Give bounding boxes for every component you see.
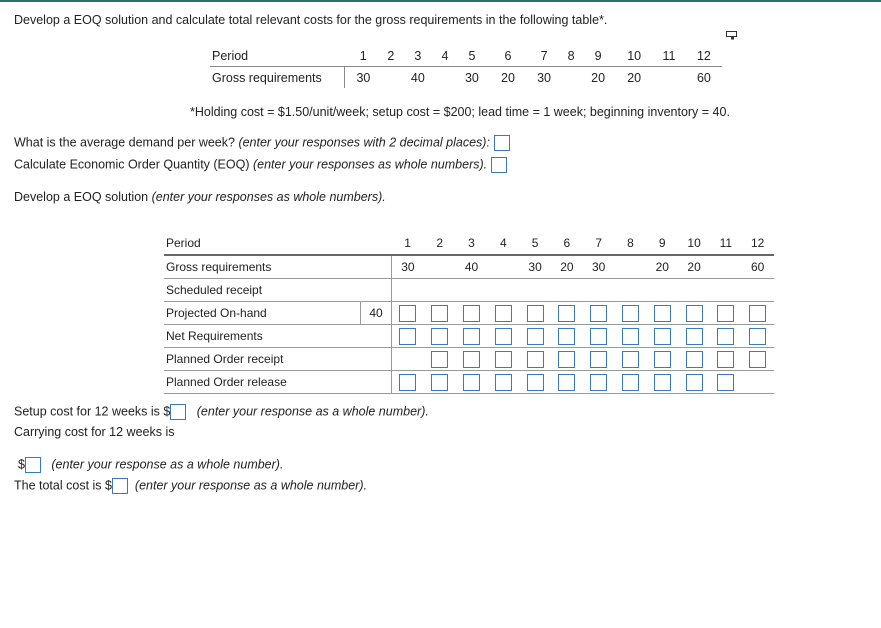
gross-cell: 20 bbox=[627, 70, 642, 85]
order-release-input[interactable] bbox=[622, 374, 639, 391]
setup-cost-text: Setup cost for 12 weeks is $ bbox=[14, 404, 171, 419]
on-hand-input[interactable] bbox=[558, 305, 575, 322]
blank-cell bbox=[456, 279, 488, 302]
total-cost-line bbox=[14, 478, 367, 494]
blank-cell bbox=[742, 279, 774, 302]
requirements-table bbox=[210, 45, 722, 88]
on-hand-input[interactable] bbox=[431, 305, 448, 322]
question-eoq bbox=[14, 157, 507, 173]
setup-cost-hint: (enter your response as a whole number). bbox=[196, 404, 429, 419]
carrying-cost-line bbox=[18, 457, 283, 473]
order-receipt-input[interactable] bbox=[558, 351, 575, 368]
gross-cell bbox=[382, 67, 400, 89]
gross-cell: 30 bbox=[356, 70, 371, 85]
period-cell: 12 bbox=[742, 232, 774, 255]
dollar-sign: $ bbox=[18, 457, 25, 472]
eoq-input[interactable] bbox=[491, 157, 507, 173]
gross-cell bbox=[424, 255, 456, 279]
gross-cell: 60 bbox=[742, 255, 774, 279]
period-cell: 2 bbox=[382, 45, 400, 67]
cost-note: *Holding cost = $1.50/unit/week; setup cost = $200; lead time = 1 week; beginning inventory = 40. bbox=[190, 105, 730, 119]
net-req-input[interactable] bbox=[717, 328, 734, 345]
net-req-input[interactable] bbox=[590, 328, 607, 345]
gross-cell: 30 bbox=[537, 70, 551, 85]
order-release-input[interactable] bbox=[527, 374, 544, 391]
period-cell: 2 bbox=[424, 232, 456, 255]
on-hand-input[interactable] bbox=[686, 305, 703, 322]
order-receipt-input[interactable] bbox=[590, 351, 607, 368]
question-eoq-solution bbox=[14, 190, 386, 204]
planned-order-release-row bbox=[164, 371, 774, 394]
blank-cell bbox=[361, 348, 392, 371]
order-receipt-input[interactable] bbox=[717, 351, 734, 368]
period-cell: 7 bbox=[526, 45, 562, 67]
period-label: Period bbox=[210, 45, 345, 67]
blank-cell bbox=[392, 279, 424, 302]
carrying-cost-hint: (enter your response as a whole number). bbox=[51, 457, 284, 472]
net-req-input[interactable] bbox=[749, 328, 766, 345]
period-cell: 5 bbox=[519, 232, 551, 255]
blank-cell bbox=[678, 279, 710, 302]
on-hand-input[interactable] bbox=[654, 305, 671, 322]
order-release-input[interactable] bbox=[399, 374, 416, 391]
on-hand-input[interactable] bbox=[463, 305, 480, 322]
projected-on-hand-row bbox=[164, 302, 774, 325]
question-avg-demand bbox=[14, 135, 510, 151]
period-cell: 7 bbox=[583, 232, 615, 255]
blank-cell bbox=[361, 232, 392, 255]
gross-cell bbox=[562, 67, 580, 89]
blank-cell bbox=[710, 279, 742, 302]
period-cell: 12 bbox=[686, 45, 722, 67]
total-cost-text: The total cost is $ bbox=[14, 478, 112, 493]
blank-cell bbox=[646, 279, 678, 302]
intro-text: Develop a EOQ solution and calculate total relevant costs for the gross requirements in the following table*. bbox=[14, 13, 608, 27]
order-release-input[interactable] bbox=[463, 374, 480, 391]
net-req-input[interactable] bbox=[686, 328, 703, 345]
row-label: Gross requirements bbox=[164, 255, 361, 279]
on-hand-input[interactable] bbox=[495, 305, 512, 322]
gross-cell: 60 bbox=[696, 70, 711, 85]
carrying-cost-text: Carrying cost for 12 weeks is bbox=[14, 425, 175, 439]
order-receipt-input[interactable] bbox=[654, 351, 671, 368]
top-accent-bar bbox=[0, 0, 881, 2]
period-cell: 1 bbox=[392, 232, 424, 255]
blank-cell bbox=[551, 279, 583, 302]
gross-cell bbox=[615, 255, 647, 279]
gross-row bbox=[210, 67, 722, 89]
row-label: Planned Order release bbox=[164, 371, 361, 394]
question-text: Calculate Economic Order Quantity (EOQ) bbox=[14, 157, 253, 172]
blank-cell bbox=[392, 348, 424, 371]
gross-cell: 30 bbox=[583, 255, 615, 279]
order-release-input[interactable] bbox=[495, 374, 512, 391]
period-cell: 10 bbox=[616, 45, 652, 67]
row-label: Projected On-hand bbox=[164, 302, 361, 325]
order-receipt-input[interactable] bbox=[527, 351, 544, 368]
gross-cell: 40 bbox=[410, 70, 425, 85]
order-release-input[interactable] bbox=[431, 374, 448, 391]
carrying-cost-input[interactable] bbox=[25, 457, 41, 473]
gross-requirements-row bbox=[164, 255, 774, 279]
blank-cell bbox=[615, 279, 647, 302]
gross-cell: 20 bbox=[591, 70, 606, 85]
order-receipt-input[interactable] bbox=[495, 351, 512, 368]
avg-demand-input[interactable] bbox=[494, 135, 510, 151]
on-hand-input[interactable] bbox=[527, 305, 544, 322]
blank-cell bbox=[742, 371, 774, 394]
period-cell: 1 bbox=[345, 45, 382, 67]
order-release-input[interactable] bbox=[717, 374, 734, 391]
blank-cell bbox=[361, 279, 392, 302]
period-cell: 6 bbox=[490, 45, 526, 67]
period-cell: 8 bbox=[615, 232, 647, 255]
period-row bbox=[164, 232, 774, 255]
row-label: Planned Order receipt bbox=[164, 348, 361, 371]
blank-cell bbox=[361, 371, 392, 394]
period-row bbox=[210, 45, 722, 67]
mrp-table bbox=[164, 232, 774, 394]
period-cell: 3 bbox=[456, 232, 488, 255]
blank-cell bbox=[519, 279, 551, 302]
order-receipt-input[interactable] bbox=[431, 351, 448, 368]
total-cost-input[interactable] bbox=[112, 478, 128, 494]
order-release-input[interactable] bbox=[558, 374, 575, 391]
net-req-input[interactable] bbox=[399, 328, 416, 345]
order-receipt-input[interactable] bbox=[622, 351, 639, 368]
gross-cell: 20 bbox=[646, 255, 678, 279]
period-label: Period bbox=[164, 232, 361, 255]
period-cell: 4 bbox=[487, 232, 519, 255]
row-label: Scheduled receipt bbox=[164, 279, 361, 302]
period-cell: 8 bbox=[562, 45, 580, 67]
question-hint: (enter your responses as whole numbers). bbox=[151, 190, 386, 204]
period-cell: 4 bbox=[436, 45, 454, 67]
row-label: Net Requirements bbox=[164, 325, 361, 348]
gross-label: Gross requirements bbox=[210, 67, 345, 89]
gross-cell: 30 bbox=[392, 255, 424, 279]
initial-on-hand: 40 bbox=[361, 302, 392, 325]
net-req-input[interactable] bbox=[558, 328, 575, 345]
gross-cell bbox=[436, 67, 454, 89]
net-req-input[interactable] bbox=[527, 328, 544, 345]
on-hand-input[interactable] bbox=[399, 305, 416, 322]
period-cell: 9 bbox=[580, 45, 616, 67]
total-cost-hint: (enter your response as a whole number). bbox=[134, 478, 367, 493]
period-cell: 10 bbox=[678, 232, 710, 255]
planned-order-receipt-row bbox=[164, 348, 774, 371]
question-text: Develop a EOQ solution bbox=[14, 190, 152, 204]
order-receipt-input[interactable] bbox=[686, 351, 703, 368]
order-release-input[interactable] bbox=[654, 374, 671, 391]
period-cell: 6 bbox=[551, 232, 583, 255]
order-receipt-input[interactable] bbox=[463, 351, 480, 368]
gross-cell bbox=[487, 255, 519, 279]
question-hint: (enter your responses with 2 decimal places): bbox=[238, 135, 490, 150]
order-release-input[interactable] bbox=[590, 374, 607, 391]
blank-cell bbox=[583, 279, 615, 302]
period-cell: 5 bbox=[454, 45, 490, 67]
setup-cost-line bbox=[14, 404, 429, 420]
order-receipt-input[interactable] bbox=[749, 351, 766, 368]
gross-cell: 40 bbox=[456, 255, 488, 279]
gross-cell: 20 bbox=[501, 70, 515, 85]
period-cell: 11 bbox=[710, 232, 742, 255]
scheduled-receipt-row bbox=[164, 279, 774, 302]
period-cell: 9 bbox=[646, 232, 678, 255]
gross-cell bbox=[710, 255, 742, 279]
edit-toggle-icon[interactable] bbox=[726, 31, 737, 40]
gross-cell: 30 bbox=[464, 70, 479, 85]
setup-cost-input[interactable] bbox=[170, 404, 186, 420]
order-release-input[interactable] bbox=[686, 374, 703, 391]
question-text: What is the average demand per week? bbox=[14, 135, 239, 150]
on-hand-input[interactable] bbox=[717, 305, 734, 322]
net-req-input[interactable] bbox=[495, 328, 512, 345]
period-cell: 3 bbox=[400, 45, 436, 67]
on-hand-input[interactable] bbox=[622, 305, 639, 322]
blank-cell bbox=[361, 255, 392, 279]
period-cell: 11 bbox=[652, 45, 686, 67]
net-req-input[interactable] bbox=[431, 328, 448, 345]
gross-cell: 20 bbox=[678, 255, 710, 279]
gross-cell: 20 bbox=[551, 255, 583, 279]
net-req-input[interactable] bbox=[654, 328, 671, 345]
blank-cell bbox=[487, 279, 519, 302]
on-hand-input[interactable] bbox=[590, 305, 607, 322]
on-hand-input[interactable] bbox=[749, 305, 766, 322]
net-requirements-row bbox=[164, 325, 774, 348]
gross-cell bbox=[652, 67, 686, 89]
gross-cell: 30 bbox=[519, 255, 551, 279]
question-hint: (enter your responses as whole numbers). bbox=[252, 157, 488, 172]
blank-cell bbox=[361, 325, 392, 348]
net-req-input[interactable] bbox=[622, 328, 639, 345]
blank-cell bbox=[424, 279, 456, 302]
net-req-input[interactable] bbox=[463, 328, 480, 345]
